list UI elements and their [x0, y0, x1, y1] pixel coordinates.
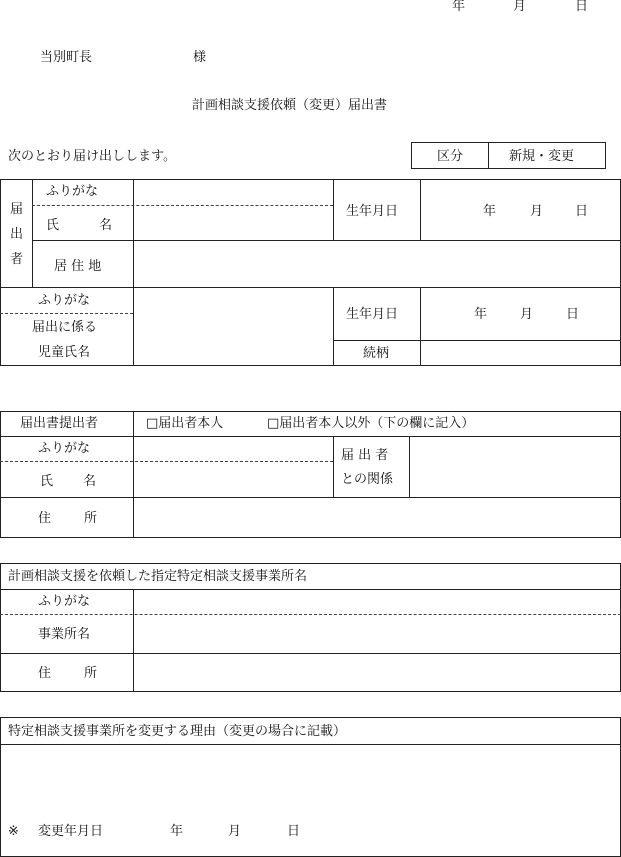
change-date-day: 日	[287, 824, 301, 839]
submitter-label: 届出書提出者	[20, 416, 99, 431]
notifier-birth-label: 生年月日	[346, 204, 399, 219]
submitter-option-other[interactable]: □届出者本人以外（下の欄に記入）	[267, 416, 475, 431]
note-mark: ※	[8, 824, 19, 839]
honorific: 様	[193, 50, 207, 65]
office-address-2: 所	[84, 666, 98, 681]
category-label: 区分	[437, 149, 464, 164]
change-date-year: 年	[170, 824, 184, 839]
office-section-title: 計画相談支援を依頼した指定特定相談支援事業所名	[8, 569, 308, 584]
child-birth-year: 年	[474, 307, 488, 322]
change-date-month: 月	[228, 824, 242, 839]
child-furigana: ふりがな	[38, 293, 91, 308]
submitter-name-2: 名	[83, 474, 97, 489]
addressee: 当別町長	[40, 50, 93, 65]
submitter-option-self[interactable]: □届出者本人	[146, 416, 224, 431]
child-birth-day: 日	[566, 307, 580, 322]
change-date-label: 変更年月日	[38, 824, 104, 839]
submitter-relation-1: 届 出 者	[341, 448, 389, 463]
submitter-name-1: 氏	[40, 474, 54, 489]
submitter-relation-2: との関係	[341, 472, 394, 487]
notifier-side-3: 者	[10, 252, 24, 267]
page-title: 計画相談支援依頼（変更）届出書	[192, 98, 388, 113]
header-year: 年	[452, 0, 466, 14]
notifier-birth-day: 日	[575, 204, 589, 219]
notifier-name-2: 名	[99, 218, 113, 233]
intro-text: 次のとおり届け出しします。	[8, 149, 176, 164]
office-address-1: 住	[38, 666, 52, 681]
notifier-furigana: ふりがな	[46, 184, 99, 199]
office-name-label: 事業所名	[38, 627, 91, 642]
submitter-furigana: ふりがな	[38, 441, 91, 456]
office-furigana: ふりがな	[38, 594, 91, 609]
header-day: 日	[575, 0, 589, 14]
child-birth-month: 月	[520, 307, 534, 322]
category-value: 新規・変更	[509, 149, 575, 164]
notifier-birth-month: 月	[530, 204, 544, 219]
notifier-side-1: 届	[10, 202, 24, 217]
child-birth-label: 生年月日	[346, 307, 399, 322]
submitter-address-2: 所	[84, 511, 98, 526]
notifier-name-1: 氏	[46, 218, 60, 233]
notifier-side-2: 出	[10, 227, 24, 242]
notifier-birth-year: 年	[483, 204, 497, 219]
header-month: 月	[513, 0, 527, 14]
child-label-2: 児童氏名	[38, 345, 91, 360]
notifier-address-label: 居 住 地	[54, 259, 102, 274]
reason-section-title: 特定相談支援事業所を変更する理由（変更の場合に記載）	[8, 724, 347, 739]
submitter-address-1: 住	[38, 511, 52, 526]
child-relation-label: 続柄	[363, 346, 390, 361]
child-label-1: 届出に係る	[32, 320, 98, 335]
